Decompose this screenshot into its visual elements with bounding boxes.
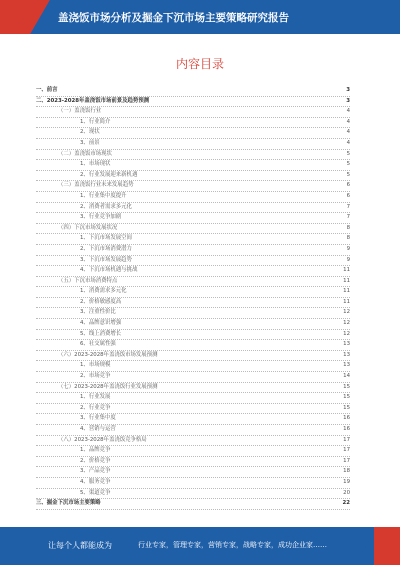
toc-entry-title: 2、市场竞争 xyxy=(80,372,110,382)
toc-entry[interactable] xyxy=(36,414,350,425)
toc-entry-page: 18 xyxy=(341,467,350,477)
toc-entry[interactable] xyxy=(36,436,350,447)
toc-entry-title: 4、下沉市场机遇与挑战 xyxy=(80,266,137,276)
toc-entry-page: 6 xyxy=(345,181,350,191)
toc-entry[interactable] xyxy=(36,128,350,139)
toc-heading: 内容目录 xyxy=(175,57,224,71)
toc-entry[interactable] xyxy=(36,361,350,372)
toc-entry-page: 6 xyxy=(345,192,350,202)
toc-entry[interactable] xyxy=(36,457,350,468)
toc-entry[interactable] xyxy=(36,319,350,330)
toc-entry-page: 4 xyxy=(345,118,350,128)
toc-entry[interactable] xyxy=(36,160,350,171)
toc-entry-page: 9 xyxy=(345,245,350,255)
toc-entry[interactable] xyxy=(36,97,350,108)
toc-entry[interactable] xyxy=(36,150,350,161)
toc-entry[interactable] xyxy=(36,308,350,319)
toc-entry[interactable] xyxy=(36,118,350,129)
toc-entry-page: 12 xyxy=(341,319,350,329)
toc-entry-title: 3、前景 xyxy=(80,139,100,149)
report-header xyxy=(0,0,400,34)
toc-entry-title: （八）2023-2028年盖浇饭竞争格局 xyxy=(58,436,147,446)
toc-entry-page: 12 xyxy=(341,330,350,340)
toc-entry-title: 3、注重性价比 xyxy=(80,308,116,318)
toc-entry-title: 1、行业集中度提升 xyxy=(80,192,127,202)
toc-entry-page: 5 xyxy=(345,171,350,181)
toc-entry[interactable] xyxy=(36,489,350,500)
toc-entry[interactable] xyxy=(36,393,350,404)
toc-entry[interactable] xyxy=(36,287,350,298)
toc-entry-page: 11 xyxy=(341,287,350,297)
toc-entry[interactable] xyxy=(36,192,350,203)
toc-entry-page: 11 xyxy=(341,266,350,276)
toc-entry-page: 15 xyxy=(341,393,350,403)
toc-entry[interactable] xyxy=(36,330,350,341)
toc-entry-title: （一）盖浇饭行业 xyxy=(58,107,101,117)
toc-entry-page: 3 xyxy=(344,86,350,96)
toc-entry-page: 4 xyxy=(345,139,350,149)
toc-entry-title: 2、消费者需求多元化 xyxy=(80,203,132,213)
toc-entry-title: （二）盖浇饭市场现状 xyxy=(58,150,112,160)
toc-entry-page: 16 xyxy=(341,425,350,435)
toc-entry-page: 7 xyxy=(345,203,350,213)
toc-entry-page: 15 xyxy=(341,404,350,414)
toc-entry-title: 4、营销与运营 xyxy=(80,425,116,435)
toc-entry[interactable] xyxy=(36,478,350,489)
toc-entry[interactable] xyxy=(36,467,350,478)
toc-entry-page: 4 xyxy=(345,128,350,138)
toc-entry-page: 13 xyxy=(341,361,350,371)
toc-entry[interactable] xyxy=(36,245,350,256)
toc-entry-page: 5 xyxy=(345,160,350,170)
toc-entry-title: 2、价格敏感度高 xyxy=(80,298,121,308)
toc-entry-title: 6、社交属性强 xyxy=(80,340,116,350)
toc-entry-title: 1、品牌竞争 xyxy=(80,446,110,456)
toc-entry[interactable] xyxy=(36,234,350,245)
toc-entry-title: 5、渠道竞争 xyxy=(80,489,110,499)
toc-entry-title: 2、下沉市场消费潜力 xyxy=(80,245,132,255)
toc-entry[interactable] xyxy=(36,425,350,436)
toc-entry-title: 5、线上消费增长 xyxy=(80,330,121,340)
toc-entry-page: 17 xyxy=(341,446,350,456)
toc-entry-page: 17 xyxy=(341,457,350,467)
toc-entry-title: 2、行业竞争 xyxy=(80,404,110,414)
toc-entry-page: 8 xyxy=(345,234,350,244)
toc-entry[interactable] xyxy=(36,383,350,394)
toc-entry-page: 4 xyxy=(345,107,350,117)
toc-entry[interactable] xyxy=(36,203,350,214)
toc-entry-title: 3、产品竞争 xyxy=(80,467,110,477)
table-of-contents xyxy=(36,86,350,510)
toc-entry-page: 22 xyxy=(340,499,350,509)
toc-entry[interactable] xyxy=(36,340,350,351)
toc-entry[interactable] xyxy=(36,213,350,224)
toc-entry-page: 13 xyxy=(341,340,350,350)
toc-entry-title: （七）2023-2028年盖浇饭行业发展预测 xyxy=(58,383,157,393)
footer-red-stripe xyxy=(374,527,400,565)
toc-entry[interactable] xyxy=(36,224,350,235)
toc-entry-page: 14 xyxy=(341,372,350,382)
footer-slogan-right: 行业专家，管理专家，营销专家，战略专家，成功企业家…… xyxy=(138,541,327,549)
toc-entry[interactable] xyxy=(36,351,350,362)
toc-entry-title: 1、行业发展 xyxy=(80,393,110,403)
toc-entry-title: 2、价格竞争 xyxy=(80,457,110,467)
toc-entry-title: 3、行业竞争加剧 xyxy=(80,213,121,223)
toc-entry-page: 8 xyxy=(345,224,350,234)
toc-entry[interactable] xyxy=(36,298,350,309)
toc-entry-title: 一、前言 xyxy=(36,86,58,96)
toc-entry-page: 19 xyxy=(341,478,350,488)
toc-entry[interactable] xyxy=(36,139,350,150)
toc-entry-title: 1、市场规模 xyxy=(80,361,110,371)
toc-entry[interactable] xyxy=(36,446,350,457)
toc-entry-title: 2、现状 xyxy=(80,128,100,138)
toc-entry[interactable] xyxy=(36,181,350,192)
toc-entry-page: 20 xyxy=(341,489,350,499)
toc-entry-page: 12 xyxy=(341,308,350,318)
toc-entry-title: 1、市场现状 xyxy=(80,160,110,170)
toc-entry-title: 二、2023-2028年盖浇饭市场前景及趋势预测 xyxy=(36,97,149,107)
toc-entry-page: 11 xyxy=(341,298,350,308)
toc-entry[interactable] xyxy=(36,107,350,118)
toc-entry[interactable] xyxy=(36,499,350,510)
toc-entry-title: 2、行业发展迎来新机遇 xyxy=(80,171,137,181)
toc-entry[interactable] xyxy=(36,372,350,383)
toc-entry-title: （六）2023-2028年盖浇饭市场发展预测 xyxy=(58,351,157,361)
toc-entry-title: 4、服务竞争 xyxy=(80,478,110,488)
toc-entry-page: 5 xyxy=(345,150,350,160)
toc-entry-page: 13 xyxy=(341,351,350,361)
toc-entry-title: 4、品牌意识增强 xyxy=(80,319,121,329)
toc-entry-page: 7 xyxy=(345,213,350,223)
toc-entry-title: 1、行业简介 xyxy=(80,118,110,128)
toc-entry-page: 11 xyxy=(341,277,350,287)
toc-entry-title: 3、下沉市场发展趋势 xyxy=(80,256,132,266)
report-title: 盖浇饭市场分析及掘金下沉市场主要策略研究报告 xyxy=(58,12,289,24)
toc-entry-page: 9 xyxy=(345,256,350,266)
toc-entry-title: （三）盖浇饭行业未来发展趋势 xyxy=(58,181,133,191)
toc-entry[interactable] xyxy=(36,404,350,415)
toc-entry[interactable] xyxy=(36,266,350,277)
toc-entry[interactable] xyxy=(36,277,350,288)
toc-entry-title: （五）下沉市场消费特点 xyxy=(58,277,117,287)
toc-entry[interactable] xyxy=(36,171,350,182)
toc-entry-title: 1、消费需求多元化 xyxy=(80,287,127,297)
toc-entry-title: 三、掘金下沉市场主要策略 xyxy=(36,499,101,509)
toc-entry-page: 16 xyxy=(341,414,350,424)
toc-entry-page: 3 xyxy=(344,97,350,107)
toc-entry-page: 17 xyxy=(341,436,350,446)
toc-entry[interactable] xyxy=(36,256,350,267)
toc-entry[interactable] xyxy=(36,86,350,97)
toc-entry-page: 15 xyxy=(341,383,350,393)
toc-entry-title: 3、行业集中度 xyxy=(80,414,116,424)
footer-slogan-left: 让每个人都能成为 xyxy=(48,541,112,550)
report-footer xyxy=(0,527,400,565)
toc-entry-title: （四）下沉市场发展状况 xyxy=(58,224,117,234)
toc-entry-title: 1、下沉市场发展空间 xyxy=(80,234,132,244)
